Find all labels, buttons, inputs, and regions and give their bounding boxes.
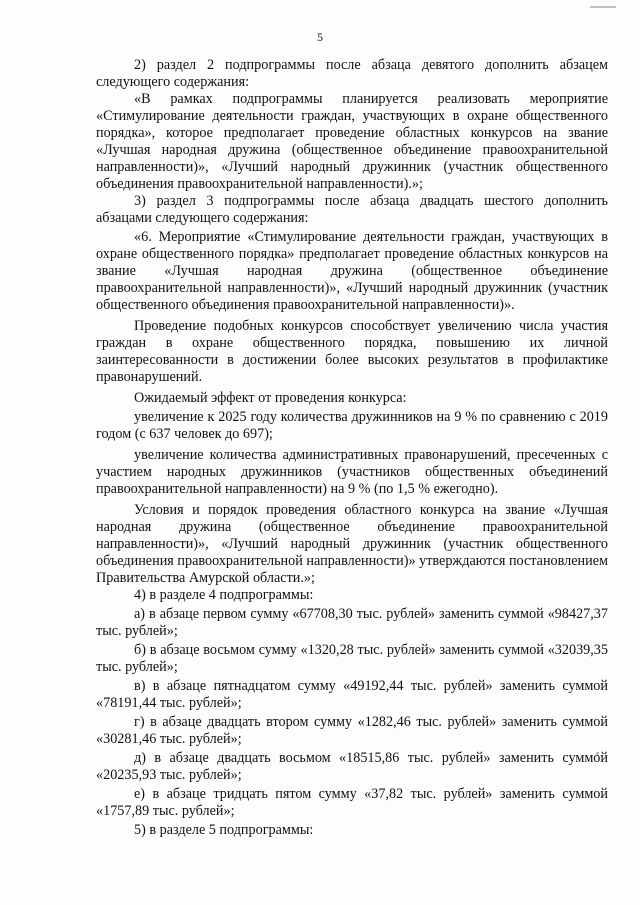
paragraph-expected-effect: Ожидаемый эффект от проведения конкурса:: [134, 390, 407, 406]
paragraph-section-4: 4) в разделе 4 подпрограммы:: [134, 587, 314, 603]
paragraph-item-e: е) в абзаце тридцать пятом сумму «37,82 тыс. рублей» заменить суммой «1757,89 тыс. рублей»;: [96, 786, 608, 819]
paragraph-item-b: б) в абзаце восьмом сумму «1320,28 тыс. рублей» заменить суммой «32039,35 тыс. рублей»;: [96, 642, 608, 675]
paragraph-item-d: д) в абзаце двадцать восьмом «18515,86 тыс. рублей» заменить суммой «20235,93 тыс. рублей»;: [96, 750, 608, 783]
paragraph-increase-volunteers: увеличение к 2025 году количества дружинников на 9 % по сравнению с 2019 годом (с 637 человек до 697);: [96, 409, 608, 442]
paragraph-contests: Проведение подобных конкурсов способствует увеличению числа участия граждан в охране общественного порядка, повышению их личной заинтересованности в достижении более высоких результатов в профилактике правонарушений.: [96, 318, 608, 385]
paragraph-section-5: 5) в разделе 5 подпрограммы:: [134, 822, 314, 838]
paragraph-quote-measure: «В рамках подпрограммы планируется реализовать мероприятие «Стимулирование деятельности граждан, участвующих в охране общественного порядка», которое предполагает проведение областных конкурсов на звание «Лучшая народная дружина (общественное объединение правоохранительной направленности)», «Лучший народный дружинник (участник общественного объединения правоохранительной направленности).»;: [96, 91, 608, 192]
paragraph-item-g: г) в абзаце двадцать втором сумму «1282,46 тыс. рублей» заменить суммой «30281,46 тыс. рублей»;: [96, 714, 608, 747]
paragraph-measure-6: «6. Мероприятие «Стимулирование деятельности граждан, участвующих в охране общественного порядка» предполагает проведение областных конкурсов на звание «Лучшая народная дружина (общественное объединение правоохранительной направленности)», «Лучший народный дружинник (участник общественного объединения правоохранительной направленности)».: [96, 229, 608, 313]
paragraph-conditions: Условия и порядок проведения областного конкурса на звание «Лучшая народная дружина (общественное объединение правоохранительной направленности)», «Лучший народный дружинник (участник общественного объединения правоохранительной направленности)» утверждаются постановлением Правительства Амурской области.»;: [96, 502, 608, 586]
document-body: [96, 57, 608, 839]
paragraph-section-2: 2) раздел 2 подпрограммы после абзаца девятого дополнить абзацем следующего содержания:: [96, 57, 608, 90]
paragraph-item-a: а) в абзаце первом сумму «67708,30 тыс. рублей» заменить суммой «98427,37 тыс. рублей»;: [96, 606, 608, 639]
paragraph-item-v: в) в абзаце пятнадцатом сумму «49192,44 тыс. рублей» заменить суммой «78191,44 тыс. рублей»;: [96, 678, 608, 711]
page-number: 5: [317, 30, 323, 44]
scan-mark: [590, 6, 616, 8]
paragraph-section-3: 3) раздел 3 подпрограммы после абзаца двадцать шестого дополнить абзацами следующего содержания:: [96, 193, 608, 226]
paragraph-increase-offenses: увеличение количества административных правонарушений, пресеченных с участием народных дружинников (участников общественных объединений правоохранительной направленности) на 9 % (по 1,5 % ежегодно).: [96, 447, 608, 497]
